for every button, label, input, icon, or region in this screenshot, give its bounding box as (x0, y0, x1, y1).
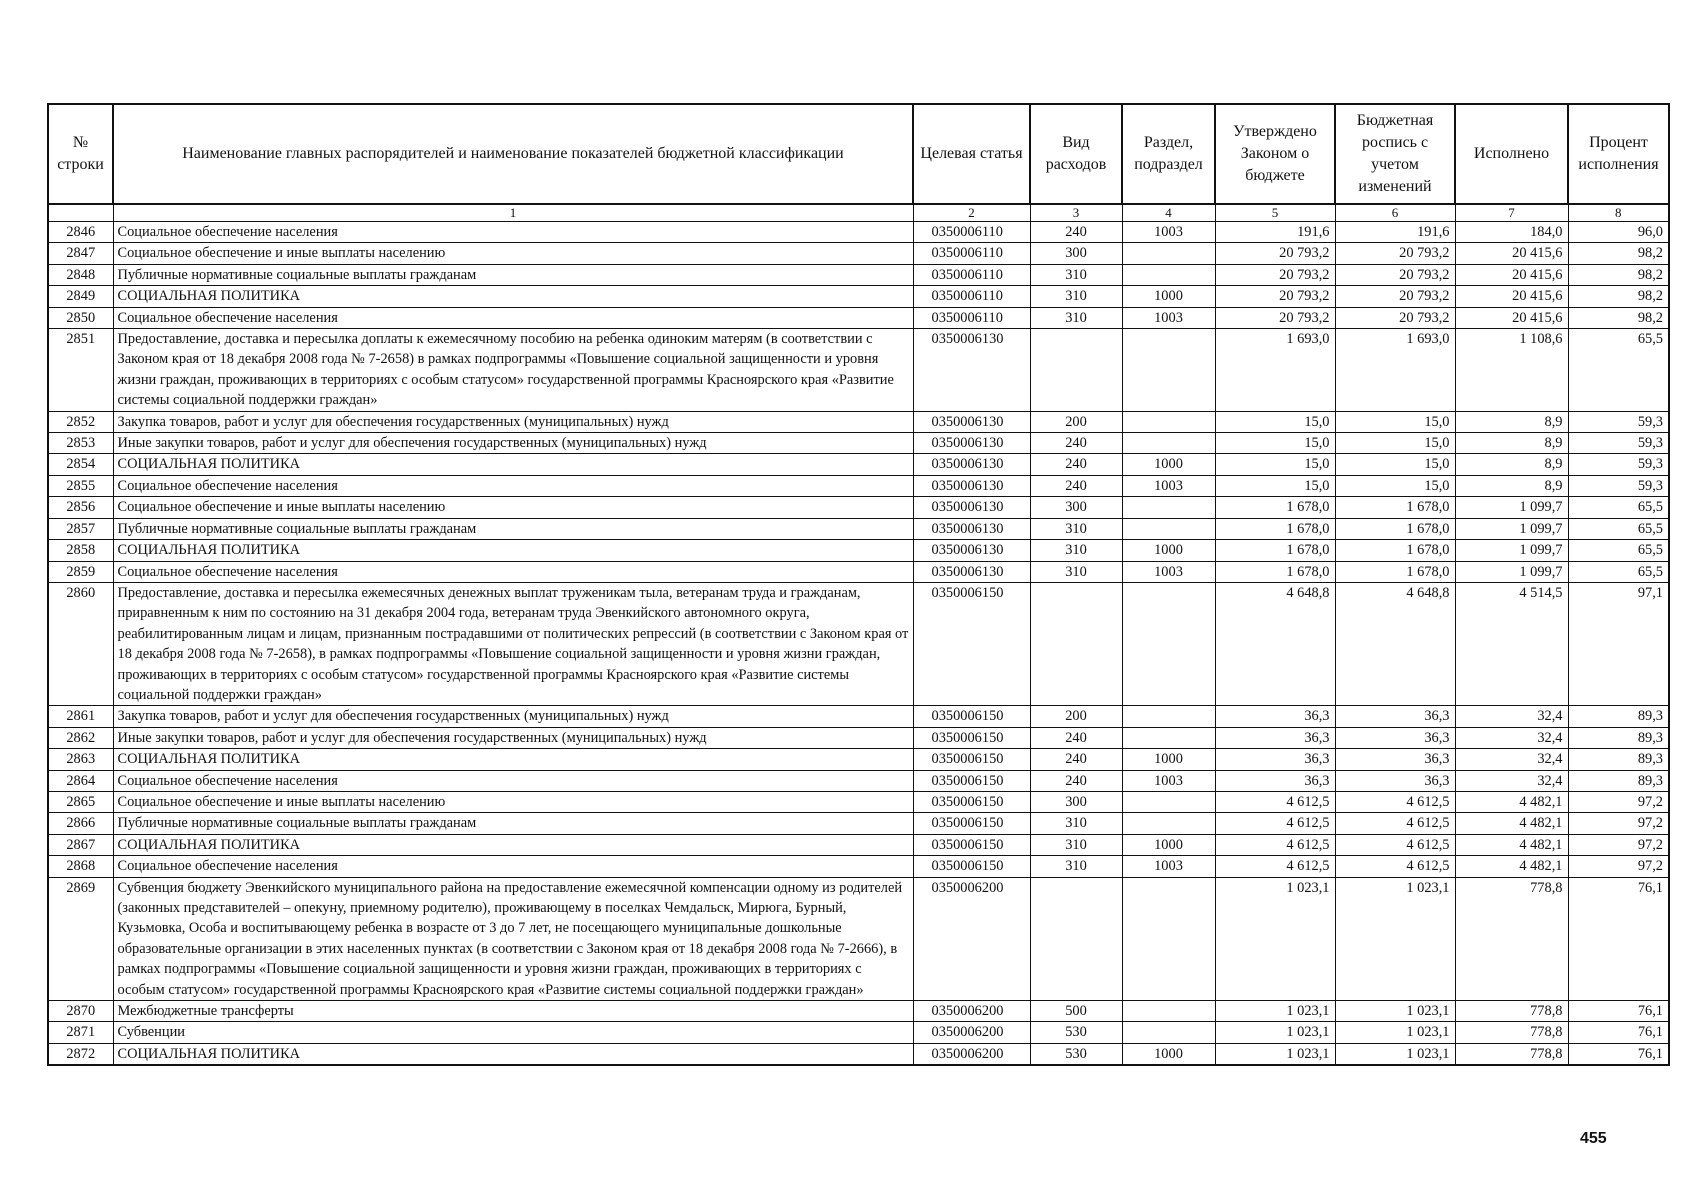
col-header-name: Наименование главных распорядителей и наименование показателей бюджетной классификации (113, 104, 913, 204)
budget-amount: 1 678,0 (1335, 540, 1455, 561)
expense-kind: 300 (1030, 497, 1122, 518)
row-name: Предоставление, доставка и пересылка ежемесячных денежных выплат труженикам тыла, ветеранам труда и гражданам, приравненным к ним по состоянию на 31 декабря 2004 года, ветеранам труда Эвенкийского автономного округа, реабилитированным лицам и лицам, признанным пострадавшими от политических репрессий (в соответствии с Законом края от 18 декабря 2008 года № 7-2658), в рамках подпрограммы «Повышение социальной защищенности и уровня жизни граждан, проживающих в территориях с особым статусом» государственной программы Красноярского края «Развитие системы социальной поддержки граждан» (113, 582, 913, 705)
expense-kind: 240 (1030, 475, 1122, 496)
execution-percent: 65,5 (1568, 497, 1669, 518)
target-article: 0350006150 (913, 770, 1030, 791)
table-row (48, 1001, 1669, 1022)
section-code (1122, 411, 1215, 432)
budget-amount: 1 023,1 (1335, 1022, 1455, 1043)
table-row (48, 582, 1669, 705)
execution-percent: 65,5 (1568, 540, 1669, 561)
table-row (48, 329, 1669, 412)
target-article: 0350006200 (913, 1022, 1030, 1043)
execution-percent: 97,2 (1568, 834, 1669, 855)
row-name: СОЦИАЛЬНАЯ ПОЛИТИКА (113, 286, 913, 307)
column-number: 4 (1122, 204, 1215, 222)
budget-amount: 4 648,8 (1335, 582, 1455, 705)
col-header-row-number: № строки (48, 104, 113, 204)
target-article: 0350006150 (913, 582, 1030, 705)
target-article: 0350006150 (913, 706, 1030, 727)
approved-amount: 4 612,5 (1215, 834, 1335, 855)
approved-amount: 15,0 (1215, 475, 1335, 496)
row-number: 2858 (48, 540, 113, 561)
section-code: 1000 (1122, 1043, 1215, 1065)
budget-amount: 1 023,1 (1335, 877, 1455, 1000)
budget-amount: 1 678,0 (1335, 561, 1455, 582)
section-code (1122, 518, 1215, 539)
section-code (1122, 706, 1215, 727)
column-number: 2 (913, 204, 1030, 222)
approved-amount: 36,3 (1215, 727, 1335, 748)
expense-kind: 530 (1030, 1022, 1122, 1043)
target-article: 0350006130 (913, 561, 1030, 582)
approved-amount: 36,3 (1215, 749, 1335, 770)
table-row (48, 454, 1669, 475)
column-number: 7 (1455, 204, 1568, 222)
execution-percent: 97,2 (1568, 856, 1669, 877)
col-header-approved: Утверждено Законом о бюджете (1215, 104, 1335, 204)
execution-percent: 89,3 (1568, 706, 1669, 727)
expense-kind: 300 (1030, 243, 1122, 264)
row-number: 2848 (48, 264, 113, 285)
section-code: 1000 (1122, 834, 1215, 855)
table-row (48, 706, 1669, 727)
row-name: СОЦИАЛЬНАЯ ПОЛИТИКА (113, 1043, 913, 1065)
execution-percent: 65,5 (1568, 329, 1669, 412)
row-number: 2850 (48, 307, 113, 328)
section-code: 1003 (1122, 307, 1215, 328)
target-article: 0350006110 (913, 307, 1030, 328)
section-code: 1003 (1122, 222, 1215, 243)
row-name: Субвенции (113, 1022, 913, 1043)
table-row (48, 475, 1669, 496)
table-row (48, 222, 1669, 243)
expense-kind: 310 (1030, 834, 1122, 855)
approved-amount: 1 678,0 (1215, 561, 1335, 582)
row-name: Закупка товаров, работ и услуг для обеспечения государственных (муниципальных) нужд (113, 706, 913, 727)
column-number: 3 (1030, 204, 1122, 222)
section-code (1122, 1001, 1215, 1022)
table-row (48, 856, 1669, 877)
section-code (1122, 877, 1215, 1000)
budget-amount: 15,0 (1335, 454, 1455, 475)
approved-amount: 1 678,0 (1215, 497, 1335, 518)
executed-amount: 778,8 (1455, 877, 1568, 1000)
table-row (48, 497, 1669, 518)
execution-percent: 97,2 (1568, 813, 1669, 834)
executed-amount: 184,0 (1455, 222, 1568, 243)
table-row (48, 749, 1669, 770)
approved-amount: 1 678,0 (1215, 540, 1335, 561)
row-number: 2854 (48, 454, 113, 475)
table-row (48, 1022, 1669, 1043)
row-name: Социальное обеспечение населения (113, 307, 913, 328)
row-name: СОЦИАЛЬНАЯ ПОЛИТИКА (113, 749, 913, 770)
row-name: Закупка товаров, работ и услуг для обеспечения государственных (муниципальных) нужд (113, 411, 913, 432)
row-number: 2856 (48, 497, 113, 518)
target-article: 0350006130 (913, 433, 1030, 454)
column-number: 1 (113, 204, 913, 222)
section-code (1122, 791, 1215, 812)
target-article: 0350006110 (913, 222, 1030, 243)
column-number (48, 204, 113, 222)
row-number: 2872 (48, 1043, 113, 1065)
table-row (48, 243, 1669, 264)
expense-kind: 310 (1030, 307, 1122, 328)
table-row (48, 791, 1669, 812)
target-article: 0350006110 (913, 286, 1030, 307)
budget-amount: 15,0 (1335, 433, 1455, 454)
budget-amount: 20 793,2 (1335, 243, 1455, 264)
section-code: 1003 (1122, 475, 1215, 496)
row-number: 2851 (48, 329, 113, 412)
executed-amount: 778,8 (1455, 1022, 1568, 1043)
section-code: 1003 (1122, 561, 1215, 582)
expense-kind: 310 (1030, 518, 1122, 539)
column-number: 6 (1335, 204, 1455, 222)
target-article: 0350006150 (913, 834, 1030, 855)
row-number: 2853 (48, 433, 113, 454)
approved-amount: 36,3 (1215, 706, 1335, 727)
budget-amount: 20 793,2 (1335, 286, 1455, 307)
row-number: 2859 (48, 561, 113, 582)
target-article: 0350006130 (913, 475, 1030, 496)
executed-amount: 32,4 (1455, 706, 1568, 727)
row-number: 2849 (48, 286, 113, 307)
row-name: СОЦИАЛЬНАЯ ПОЛИТИКА (113, 540, 913, 561)
execution-percent: 89,3 (1568, 749, 1669, 770)
budget-amount: 4 612,5 (1335, 813, 1455, 834)
expense-kind: 240 (1030, 749, 1122, 770)
target-article: 0350006110 (913, 264, 1030, 285)
section-code (1122, 727, 1215, 748)
approved-amount: 4 612,5 (1215, 791, 1335, 812)
budget-amount: 191,6 (1335, 222, 1455, 243)
section-code: 1003 (1122, 856, 1215, 877)
target-article: 0350006150 (913, 791, 1030, 812)
execution-percent: 96,0 (1568, 222, 1669, 243)
budget-amount: 1 678,0 (1335, 497, 1455, 518)
col-header-section: Раздел, подраздел (1122, 104, 1215, 204)
row-name: Межбюджетные трансферты (113, 1001, 913, 1022)
expense-kind: 200 (1030, 411, 1122, 432)
row-name: Публичные нормативные социальные выплаты гражданам (113, 264, 913, 285)
row-number: 2867 (48, 834, 113, 855)
row-number: 2871 (48, 1022, 113, 1043)
expense-kind (1030, 329, 1122, 412)
target-article: 0350006130 (913, 540, 1030, 561)
expense-kind (1030, 582, 1122, 705)
expense-kind: 310 (1030, 264, 1122, 285)
row-name: Иные закупки товаров, работ и услуг для обеспечения государственных (муниципальных) нужд (113, 433, 913, 454)
header-row (48, 104, 1669, 204)
approved-amount: 15,0 (1215, 411, 1335, 432)
target-article: 0350006200 (913, 1043, 1030, 1065)
table-row (48, 433, 1669, 454)
executed-amount: 32,4 (1455, 749, 1568, 770)
execution-percent: 59,3 (1568, 475, 1669, 496)
row-name: Субвенция бюджету Эвенкийского муниципального района на предоставление ежемесячной компенсации одному из родителей (законных представителей – опекуну, приемному родителю), проживающему в поселках Чемдальск, Мирюга, Бурный, Кузьмовка, Особа и воспитывающему ребенка в возрасте от 3 до 7 лет, не посещающего муниципальные дошкольные образовательные организации в этих населенных пунктах (в соответствии с Законом края от 18 декабря 2008 года № 7-2666), в рамках подпрограммы «Повышение социальной защищенности и уровня жизни граждан, проживающих в территориях с особым статусом» государственной программы Красноярского края «Развитие системы социальной поддержки граждан» (113, 877, 913, 1000)
executed-amount: 1 099,7 (1455, 561, 1568, 582)
execution-percent: 98,2 (1568, 264, 1669, 285)
executed-amount: 20 415,6 (1455, 243, 1568, 264)
table-row (48, 518, 1669, 539)
budget-amount: 4 612,5 (1335, 856, 1455, 877)
budget-execution-table (47, 103, 1670, 1066)
budget-amount: 20 793,2 (1335, 264, 1455, 285)
executed-amount: 1 099,7 (1455, 518, 1568, 539)
row-number: 2868 (48, 856, 113, 877)
expense-kind (1030, 877, 1122, 1000)
execution-percent: 89,3 (1568, 770, 1669, 791)
row-number: 2864 (48, 770, 113, 791)
row-number: 2862 (48, 727, 113, 748)
budget-amount: 1 023,1 (1335, 1001, 1455, 1022)
row-name: СОЦИАЛЬНАЯ ПОЛИТИКА (113, 834, 913, 855)
expense-kind: 300 (1030, 791, 1122, 812)
executed-amount: 8,9 (1455, 411, 1568, 432)
section-code: 1000 (1122, 286, 1215, 307)
executed-amount: 32,4 (1455, 770, 1568, 791)
expense-kind: 500 (1030, 1001, 1122, 1022)
executed-amount: 8,9 (1455, 454, 1568, 475)
col-header-budget-schedule: Бюджетная роспись с учетом изменений (1335, 104, 1455, 204)
row-number: 2847 (48, 243, 113, 264)
approved-amount: 4 612,5 (1215, 856, 1335, 877)
expense-kind: 240 (1030, 770, 1122, 791)
col-header-expense-kind: Вид расходов (1030, 104, 1122, 204)
target-article: 0350006130 (913, 454, 1030, 475)
executed-amount: 1 099,7 (1455, 497, 1568, 518)
executed-amount: 4 482,1 (1455, 791, 1568, 812)
executed-amount: 20 415,6 (1455, 286, 1568, 307)
approved-amount: 1 678,0 (1215, 518, 1335, 539)
approved-amount: 20 793,2 (1215, 243, 1335, 264)
budget-amount: 15,0 (1335, 475, 1455, 496)
row-name: Публичные нормативные социальные выплаты гражданам (113, 813, 913, 834)
target-article: 0350006150 (913, 749, 1030, 770)
approved-amount: 36,3 (1215, 770, 1335, 791)
row-number: 2869 (48, 877, 113, 1000)
row-number: 2861 (48, 706, 113, 727)
table-row (48, 770, 1669, 791)
table-row (48, 1043, 1669, 1065)
row-name: Социальное обеспечение и иные выплаты населению (113, 243, 913, 264)
execution-percent: 59,3 (1568, 433, 1669, 454)
executed-amount: 1 108,6 (1455, 329, 1568, 412)
approved-amount: 20 793,2 (1215, 264, 1335, 285)
table-row (48, 307, 1669, 328)
executed-amount: 778,8 (1455, 1001, 1568, 1022)
budget-amount: 1 693,0 (1335, 329, 1455, 412)
approved-amount: 1 023,1 (1215, 877, 1335, 1000)
budget-amount: 4 612,5 (1335, 791, 1455, 812)
row-name: Публичные нормативные социальные выплаты гражданам (113, 518, 913, 539)
expense-kind: 240 (1030, 433, 1122, 454)
table-row (48, 813, 1669, 834)
row-number: 2870 (48, 1001, 113, 1022)
execution-percent: 98,2 (1568, 286, 1669, 307)
row-number: 2852 (48, 411, 113, 432)
execution-percent: 65,5 (1568, 561, 1669, 582)
expense-kind: 240 (1030, 222, 1122, 243)
budget-amount: 36,3 (1335, 706, 1455, 727)
table-row (48, 561, 1669, 582)
section-code: 1000 (1122, 540, 1215, 561)
column-number: 5 (1215, 204, 1335, 222)
section-code (1122, 433, 1215, 454)
execution-percent: 76,1 (1568, 1001, 1669, 1022)
row-name: Социальное обеспечение населения (113, 770, 913, 791)
col-header-executed: Исполнено (1455, 104, 1568, 204)
execution-percent: 98,2 (1568, 243, 1669, 264)
executed-amount: 8,9 (1455, 475, 1568, 496)
budget-amount: 15,0 (1335, 411, 1455, 432)
row-name: Предоставление, доставка и пересылка доплаты к ежемесячному пособию на ребенка одиноким матерям (в соответствии с Законом края от 18 декабря 2008 года № 7-2658) в рамках подпрограммы «Повышение социальной защищенности и уровня жизни граждан, проживающих в территориях с особым статусом» государственной программы Красноярского края «Развитие системы социальной поддержки граждан» (113, 329, 913, 412)
expense-kind: 310 (1030, 540, 1122, 561)
executed-amount: 32,4 (1455, 727, 1568, 748)
approved-amount: 20 793,2 (1215, 286, 1335, 307)
column-number-row (48, 204, 1669, 222)
row-name: Иные закупки товаров, работ и услуг для обеспечения государственных (муниципальных) нужд (113, 727, 913, 748)
row-number: 2865 (48, 791, 113, 812)
row-number: 2857 (48, 518, 113, 539)
budget-amount: 36,3 (1335, 770, 1455, 791)
section-code (1122, 243, 1215, 264)
budget-amount: 1 023,1 (1335, 1043, 1455, 1065)
executed-amount: 4 514,5 (1455, 582, 1568, 705)
target-article: 0350006200 (913, 877, 1030, 1000)
approved-amount: 1 693,0 (1215, 329, 1335, 412)
table-row (48, 540, 1669, 561)
section-code (1122, 813, 1215, 834)
execution-percent: 76,1 (1568, 1022, 1669, 1043)
execution-percent: 59,3 (1568, 454, 1669, 475)
row-number: 2855 (48, 475, 113, 496)
row-name: Социальное обеспечение и иные выплаты населению (113, 497, 913, 518)
execution-percent: 65,5 (1568, 518, 1669, 539)
table-row (48, 411, 1669, 432)
table-row (48, 264, 1669, 285)
budget-amount: 1 678,0 (1335, 518, 1455, 539)
execution-percent: 89,3 (1568, 727, 1669, 748)
row-number: 2863 (48, 749, 113, 770)
executed-amount: 20 415,6 (1455, 264, 1568, 285)
expense-kind: 310 (1030, 286, 1122, 307)
target-article: 0350006110 (913, 243, 1030, 264)
approved-amount: 15,0 (1215, 454, 1335, 475)
col-header-target-article: Целевая статья (913, 104, 1030, 204)
row-number: 2860 (48, 582, 113, 705)
section-code (1122, 1022, 1215, 1043)
approved-amount: 1 023,1 (1215, 1022, 1335, 1043)
target-article: 0350006130 (913, 497, 1030, 518)
section-code: 1000 (1122, 454, 1215, 475)
approved-amount: 4 612,5 (1215, 813, 1335, 834)
page-number: 455 (1580, 1130, 1607, 1147)
section-code (1122, 329, 1215, 412)
approved-amount: 15,0 (1215, 433, 1335, 454)
section-code (1122, 497, 1215, 518)
budget-amount: 20 793,2 (1335, 307, 1455, 328)
approved-amount: 4 648,8 (1215, 582, 1335, 705)
expense-kind: 310 (1030, 813, 1122, 834)
executed-amount: 8,9 (1455, 433, 1568, 454)
col-header-percent: Процент исполнения (1568, 104, 1669, 204)
expense-kind: 530 (1030, 1043, 1122, 1065)
expense-kind: 310 (1030, 856, 1122, 877)
target-article: 0350006130 (913, 518, 1030, 539)
approved-amount: 1 023,1 (1215, 1043, 1335, 1065)
approved-amount: 191,6 (1215, 222, 1335, 243)
execution-percent: 98,2 (1568, 307, 1669, 328)
row-name: Социальное обеспечение населения (113, 475, 913, 496)
row-name: Социальное обеспечение населения (113, 856, 913, 877)
execution-percent: 59,3 (1568, 411, 1669, 432)
executed-amount: 1 099,7 (1455, 540, 1568, 561)
section-code (1122, 264, 1215, 285)
row-name: Социальное обеспечение населения (113, 561, 913, 582)
executed-amount: 778,8 (1455, 1043, 1568, 1065)
target-article: 0350006150 (913, 727, 1030, 748)
row-number: 2866 (48, 813, 113, 834)
approved-amount: 1 023,1 (1215, 1001, 1335, 1022)
column-number: 8 (1568, 204, 1669, 222)
row-name: Социальное обеспечение населения (113, 222, 913, 243)
row-number: 2846 (48, 222, 113, 243)
budget-amount: 36,3 (1335, 749, 1455, 770)
execution-percent: 97,2 (1568, 791, 1669, 812)
table-row (48, 877, 1669, 1000)
target-article: 0350006130 (913, 411, 1030, 432)
expense-kind: 310 (1030, 561, 1122, 582)
row-name: СОЦИАЛЬНАЯ ПОЛИТИКА (113, 454, 913, 475)
table-row (48, 727, 1669, 748)
executed-amount: 4 482,1 (1455, 813, 1568, 834)
execution-percent: 76,1 (1568, 877, 1669, 1000)
row-name: Социальное обеспечение и иные выплаты населению (113, 791, 913, 812)
budget-amount: 4 612,5 (1335, 834, 1455, 855)
execution-percent: 76,1 (1568, 1043, 1669, 1065)
target-article: 0350006150 (913, 813, 1030, 834)
target-article: 0350006200 (913, 1001, 1030, 1022)
section-code (1122, 582, 1215, 705)
section-code: 1003 (1122, 770, 1215, 791)
table-body (48, 222, 1669, 1066)
executed-amount: 4 482,1 (1455, 834, 1568, 855)
budget-amount: 36,3 (1335, 727, 1455, 748)
target-article: 0350006130 (913, 329, 1030, 412)
executed-amount: 4 482,1 (1455, 856, 1568, 877)
target-article: 0350006150 (913, 856, 1030, 877)
table-row (48, 286, 1669, 307)
table-row (48, 834, 1669, 855)
executed-amount: 20 415,6 (1455, 307, 1568, 328)
expense-kind: 240 (1030, 727, 1122, 748)
section-code: 1000 (1122, 749, 1215, 770)
approved-amount: 20 793,2 (1215, 307, 1335, 328)
expense-kind: 240 (1030, 454, 1122, 475)
execution-percent: 97,1 (1568, 582, 1669, 705)
expense-kind: 200 (1030, 706, 1122, 727)
